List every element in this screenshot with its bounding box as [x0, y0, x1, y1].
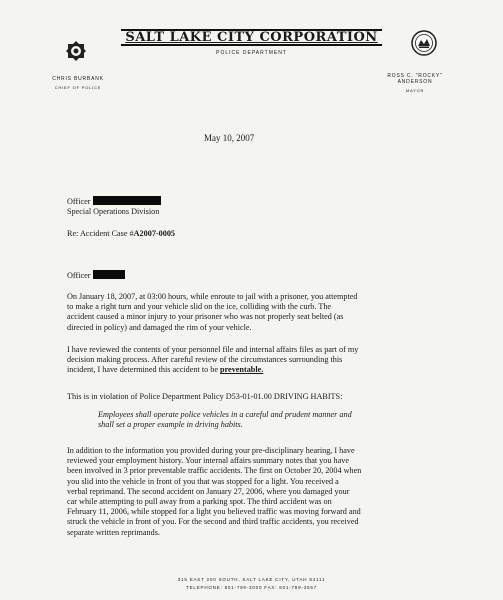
paragraph-line: February 11, 2006, while stopped for a light you believed traffic was moving forward and [67, 507, 361, 517]
paragraph-line: reviewed your employment history. Your internal affairs summary notes that you have [67, 456, 349, 466]
paragraph-line: verbal reprimand. The second accident on January 27, 2006, where you damaged your [67, 486, 350, 496]
redaction-bar [93, 196, 161, 205]
greeting-line [67, 270, 125, 281]
paragraph-line: decision making process. After careful review of the circumstances surrounding this [67, 355, 343, 365]
corporation-name: SALT LAKE CITY CORPORATION [121, 29, 381, 46]
paragraph-4 [67, 446, 361, 538]
paragraph-2 [67, 345, 358, 376]
greeting-prefix: Officer [67, 271, 91, 280]
case-number: A2007-0005 [133, 229, 176, 238]
paragraph-line: car while attempting to pull away from a parking spot. The third accident was on [67, 497, 332, 507]
chief-name: CHRIS BURBANK [52, 76, 104, 82]
paragraph-line: been involved in 3 prior preventable traffic accidents. The first on October 20, 2004 when [67, 466, 362, 476]
redaction-bar [93, 270, 125, 279]
division-line: Special Operations Division [67, 207, 160, 216]
paragraph-line: On January 18, 2007, at 03:00 hours, while enroute to jail with a prisoner, you attempted [67, 292, 358, 301]
paragraph-line: accident caused a minor injury to your prisoner who was not properly seat belted (as [67, 312, 344, 322]
policy-quote [98, 410, 352, 430]
chief-block [48, 76, 108, 90]
paragraph-line: separate written reprimands. [67, 527, 160, 537]
quote-line: Employees shall operate police vehicles in a careful and prudent manner and [98, 410, 352, 419]
paragraph-line: struck the vehicle in front of you. For the second and third traffic accidents, you received [67, 517, 359, 527]
re-label: Re: Accident Case # [67, 229, 134, 238]
mayor-block [370, 73, 460, 93]
quote-line: shall set a proper example in driving habits. [98, 420, 243, 430]
conclusion-text: incident, I have determined this accident to be [67, 365, 218, 375]
recipient-line [67, 196, 161, 207]
paragraph-line: you slid into the vehicle in front of you that was stopped for a light. You received a [67, 476, 339, 486]
paragraph-line: directed in policy) and damaged the rim of your vehicle. [67, 322, 252, 332]
re-line [67, 229, 175, 239]
paragraph-line [67, 365, 358, 375]
footer-address: 315 EAST 200 SOUTH, SALT LAKE CITY, UTAH 84111 [177, 577, 326, 582]
letter-date: May 10, 2007 [204, 133, 255, 143]
paragraph-1 [67, 292, 358, 333]
mayor-name: ROSS C. "ROCKY" ANDERSON [387, 73, 443, 85]
recipient-prefix: Officer [67, 197, 91, 206]
department-name: POLICE DEPARTMENT [216, 50, 287, 56]
paragraph-line: to make a right turn and your vehicle slid on the ice, colliding with the curb. The [67, 302, 332, 312]
letterhead [0, 28, 503, 56]
paragraph-line: In addition to the information you provided during your pre-disciplinary hearing, I have [67, 446, 355, 455]
preventable-emphasis: preventable. [220, 365, 264, 375]
paragraph-line: I have reviewed the contents of your personnel file and internal affairs files as part of my [67, 345, 359, 354]
policy-line: This is in violation of Police Department Policy D53-01-01.00 DRIVING HABITS: [67, 392, 343, 401]
chief-title: CHIEF OF POLICE [54, 85, 102, 90]
mayor-title: MAYOR [405, 88, 425, 93]
footer-phones: TELEPHONE: 801-799-3000 FAX: 801-799-3557 [186, 585, 317, 590]
